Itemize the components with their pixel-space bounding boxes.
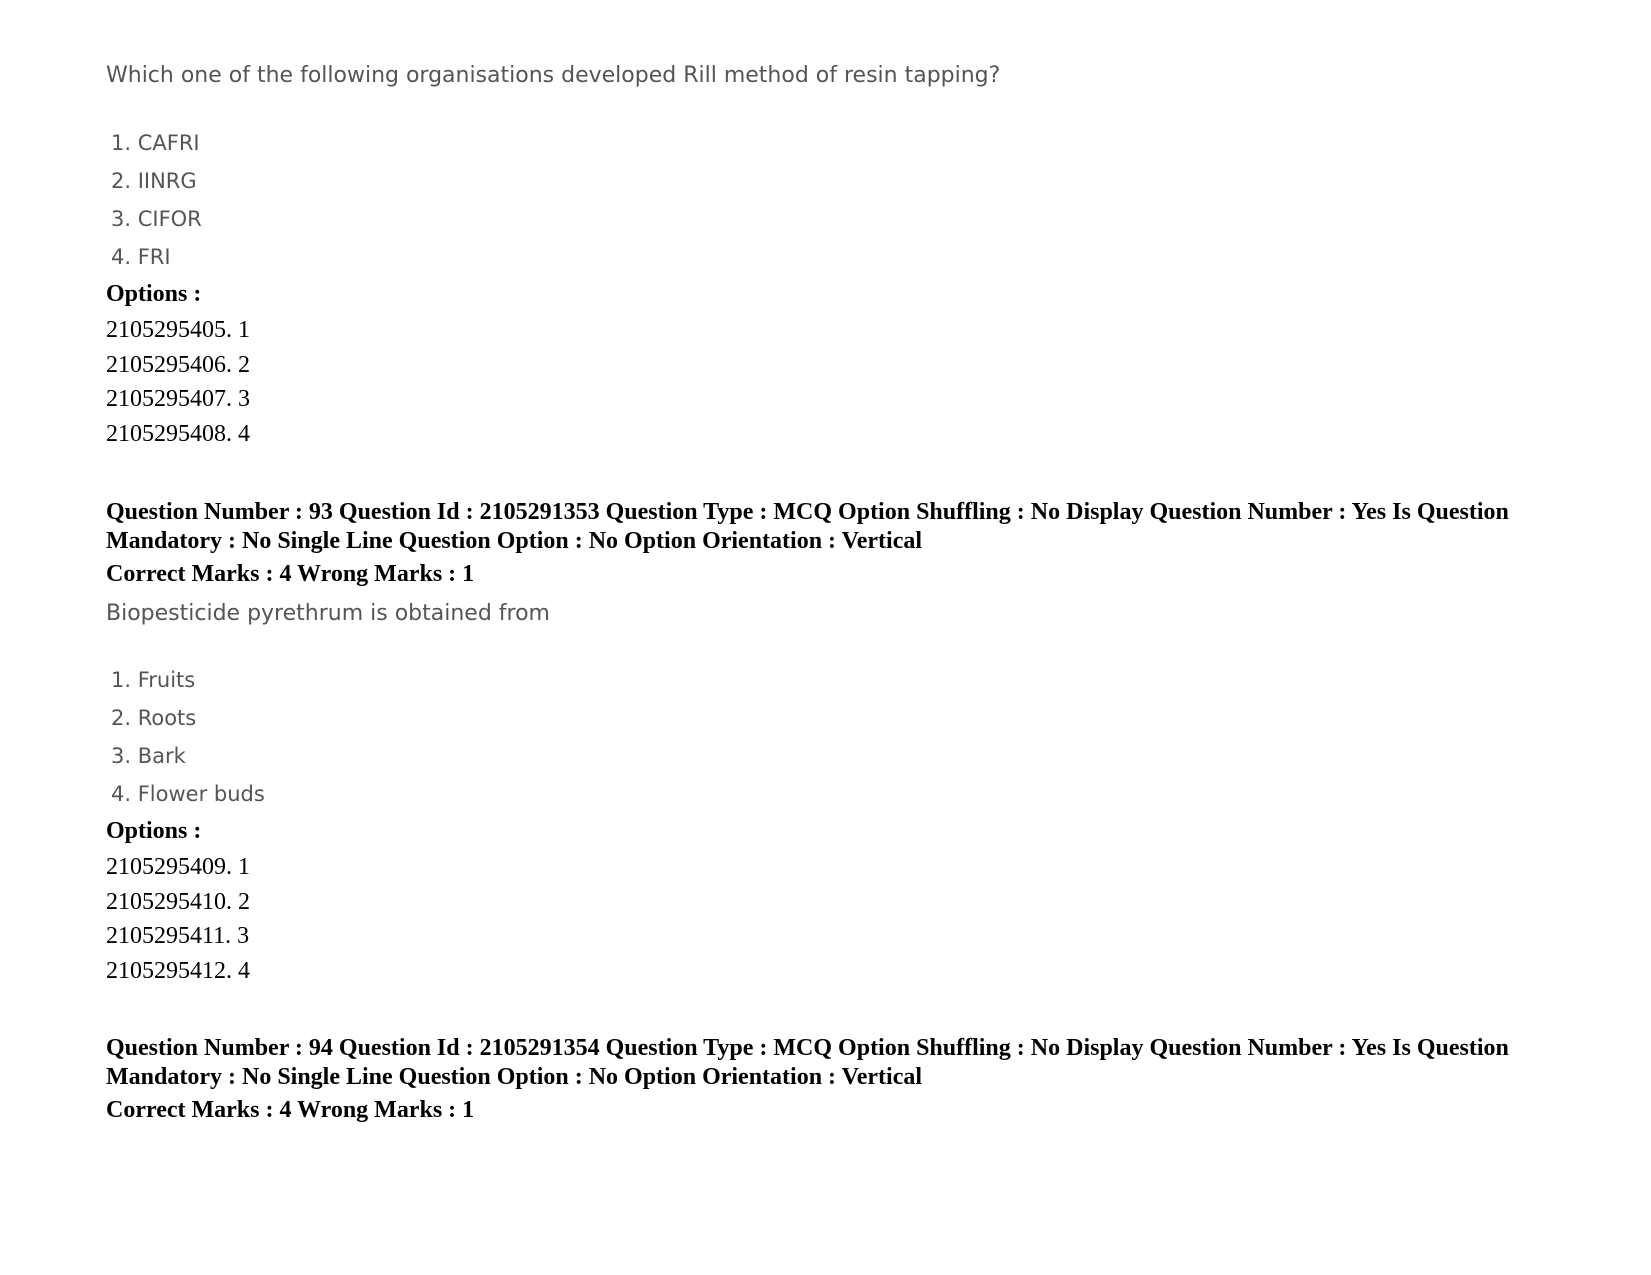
choice-item: 3. Bark [111,744,186,768]
choice-list [111,661,265,813]
question-meta: Question Number : 93 Question Id : 2105291353 Question Type : MCQ Option Shuffling : No Display Question Number : Yes Is Question Mandatory : No Single Line Question Option : No Option Orientation : Vertical [106,499,1509,554]
choice-item: 3. CIFOR [111,207,202,231]
option-id-item: 2105295410. 2 [106,888,250,915]
options-label: Options : [106,281,202,307]
choice-item: 4. Flower buds [111,782,265,806]
choice-list [111,124,202,276]
choice-item: 1. Fruits [111,668,196,692]
option-id-item: 2105295405. 1 [106,317,250,343]
option-id-list [106,313,250,451]
option-id-item: 2105295411. 3 [106,923,250,949]
question-meta: Question Number : 94 Question Id : 2105291354 Question Type : MCQ Option Shuffling : No Display Question Number : Yes Is Question Mandatory : No Single Line Question Option : No Option Orientation : Vertical [106,1035,1509,1090]
choice-item: 2. Roots [111,706,197,730]
option-id-item: 2105295406. 2 [106,351,250,378]
option-id-list [106,850,250,988]
question-marks: Correct Marks : 4 Wrong Marks : 1 [106,1097,475,1123]
option-id-item: 2105295408. 4 [106,420,250,447]
option-id-item: 2105295407. 3 [106,386,250,412]
choice-item: 1. CAFRI [111,131,200,155]
question-marks: Correct Marks : 4 Wrong Marks : 1 [106,561,475,587]
options-label: Options : [106,818,202,844]
choice-item: 2. IINRG [111,169,197,193]
option-id-item: 2105295409. 1 [106,854,250,880]
choice-item: 4. FRI [111,245,171,269]
option-id-item: 2105295412. 4 [106,957,250,984]
question-text: Which one of the following organisations developed Rill method of resin tapping? [106,63,1001,88]
question-text: Biopesticide pyrethrum is obtained from [106,601,550,626]
